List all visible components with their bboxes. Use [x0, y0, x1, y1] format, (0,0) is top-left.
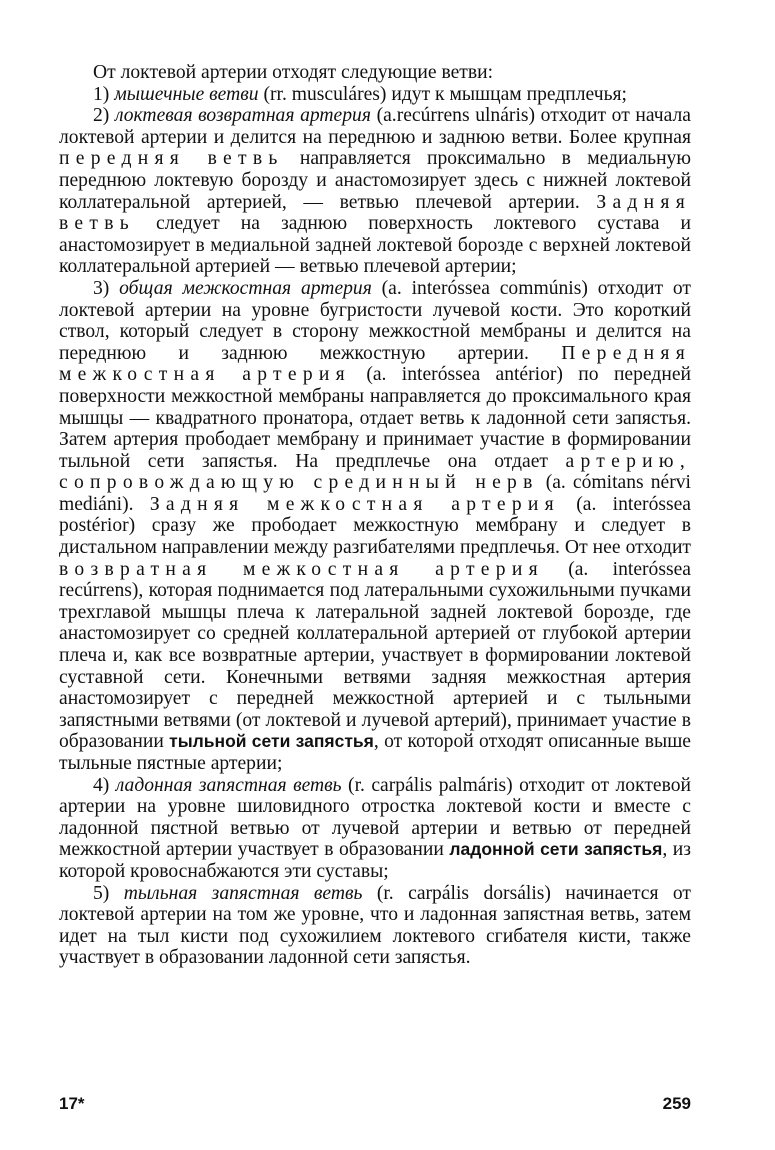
text-run: От локтевой артерии отходят следующие ветви: [93, 62, 494, 83]
text-run: (a.recúrrens ulnáris) отходит от начала локтевой артерии и делится на переднюю и заднюю ветви. Более крупная [59, 105, 691, 148]
text-run: , от которой отходят описанные выше тыльные пястные артерии; [59, 731, 692, 774]
text-run: (r. carpális palmáris) отходит от локтевой артерии на уровне шиловидного отростка локтевой кости и вместе с ладонной пястной ветвью от лучевой артерии и ветвью от передней межкостной артерии участвует в образовании [59, 774, 691, 861]
spaced-term: передняя ветвь [59, 148, 284, 170]
paragraph [59, 84, 691, 106]
page-number: 259 [662, 1094, 691, 1113]
bold-term: тыльной сети запястья [169, 731, 374, 752]
spaced-term: Передняя межкостная артерия [59, 342, 691, 386]
text-run: , из которой кровоснабжаются эти суставы; [59, 839, 691, 882]
text-run: 3) [93, 277, 120, 299]
text-run: 5) [93, 882, 124, 904]
italic-term: мышечные ветви [114, 83, 259, 105]
text-run: 2) [93, 105, 115, 127]
text-run: (r. carpális dorsális) начинается от локтевой артерии на том же уровне, что и ладонная запястная ветвь, затем идет на тыл кисти под сухожилием локтевого сгибателя кисти, также участвует в образовании ладонной сети запястья. [59, 882, 691, 969]
page-footer [59, 1094, 691, 1116]
italic-term: ладонная запястная ветвь [115, 774, 342, 796]
text-run: (a. interóssea postérior) сразу же прободает межкостную мембрану и следует в дистальном направлении между разгибателями предплечья. От нее отходит [59, 493, 692, 559]
text-run: 4) [93, 774, 116, 796]
spaced-term: возвратная межкостная артерия [59, 558, 544, 580]
italic-term: локтевая возвратная артерия [114, 105, 371, 127]
spaced-term: Задняя межкостная артерия [149, 493, 560, 515]
italic-term: тыльная запястная ветвь [123, 882, 363, 904]
italic-term: общая межкостная артерия [119, 277, 372, 299]
text-run: следует на заднюю поверхность локтевого сустава и анастомозирует в медиальной задней локтевой борозде с верхней локтевой коллатеральной артерией — ветвью плечевой артерии; [59, 213, 691, 278]
paragraph [59, 105, 691, 278]
text-run: 1) [93, 83, 115, 105]
text-run: (rr. musculáres) идут к мышцам предплечья; [258, 83, 628, 105]
spaced-term: артерию, сопровождающую срединный нерв [59, 450, 691, 494]
text-run: направляется проксимально в медиальную переднюю локтевую борозду и анастомозирует здесь с нижней локтевой коллатеральной артерией, — ветвью плечевой артерии. [59, 148, 691, 213]
paragraph [59, 278, 691, 775]
paragraph [59, 62, 691, 84]
page-body [59, 62, 691, 969]
text-run: (a. interóssea recúrrens), которая поднимается под латеральными сухожильными пучками трехглавой мышцы плеча к латеральной задней локтевой борозде, где анастомозирует со средней коллатеральной артерией от глубокой артерии плеча и, как все возвратные артерии, участвует в формировании локтевой суставной сети. Конечными ветвями задняя межкостная артерия анастомозирует с передней межкостной артерией и с тыльными запястными ветвями (от локтевой и лучевой артерий), принимает участие в образовании [59, 558, 691, 753]
text-run: (a. cómitans nérvi mediáni). [59, 472, 691, 515]
spaced-term: Задняя ветвь [59, 191, 691, 235]
signature-mark: 17* [59, 1094, 85, 1113]
paragraph [59, 883, 691, 969]
text-run: (a. interóssea antérior) по передней поверхности межкостной мембраны направляется до проксимального края мышцы — квадратного пронатора, отдает ветвь к ладонной сети запястья. Затем артерия прободает мембрану и принимает участие в формировании тыльной сети запястья. На предплечье она отдает [59, 364, 692, 472]
bold-term: ладонной сети запястья [449, 839, 663, 860]
paragraph [59, 775, 691, 883]
text-run: (a. interóssea commúnis) отходит от локтевой артерии на уровне бугристости лучевой кости. Это короткий ствол, который следует в сторону межкостной мембраны и делится на переднюю и заднюю межкостную артерии. [59, 277, 691, 364]
